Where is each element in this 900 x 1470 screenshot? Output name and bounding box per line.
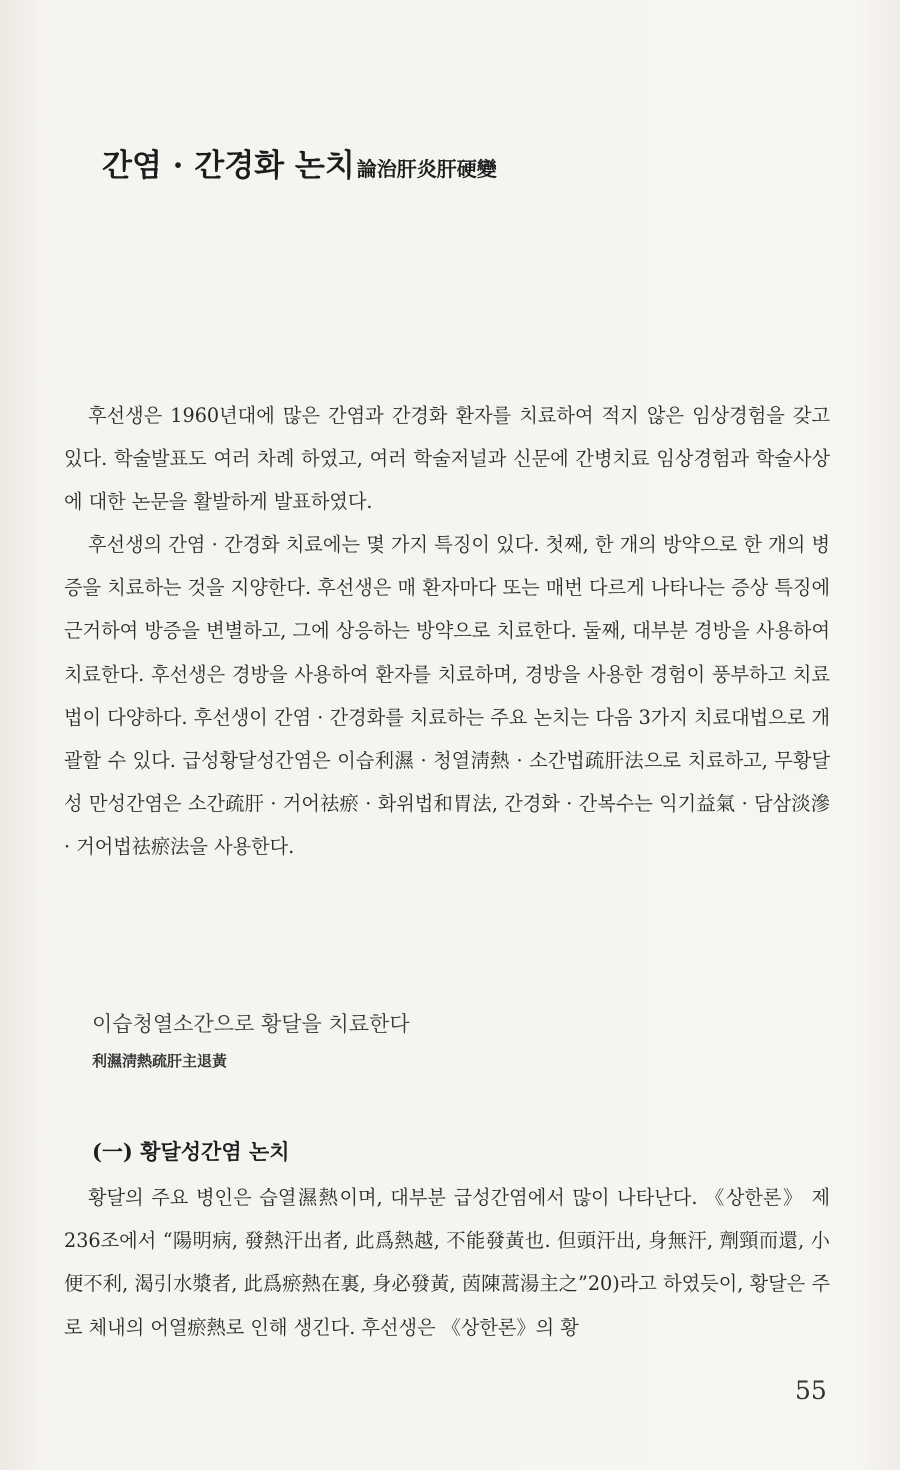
chapter-title-hanja: 論治肝炎肝硬變: [356, 157, 497, 181]
paragraph-jaundice: [64, 1176, 830, 1349]
paragraph-features: [64, 523, 830, 869]
section-heading: (一) 황달성간염 논치: [92, 1139, 290, 1164]
page-number: 55: [795, 1376, 827, 1405]
paragraph-text: 후선생은 1960년대에 많은 간염과 간경화 환자를 치료하여 적지 않은 임상경험을 갖고 있다. 학술발표도 여러 차례 하였고, 여러 학술저널과 신문에 간병치료 임상경험과 학술사상에 대한 논문을 활발하게 발표하였다.: [64, 404, 830, 514]
subheading-korean: 이습청열소간으로 황달을 치료한다: [92, 1012, 410, 1036]
chapter-title-korean: 간염 · 간경화 논치: [102, 148, 355, 184]
paragraph-text: 후선생의 간염 · 간경화 치료에는 몇 가지 특징이 있다. 첫째, 한 개의 방약으로 한 개의 병증을 치료하는 것을 지양한다. 후선생은 매 환자마다 또는 매번 다르게 나타나는 증상 특징에 근거하여 방증을 변별하고, 그에 상응하는 방약으로 치료한다. 둘째, 대부분 경방을 사용하여 치료한다. 후선생은 경방을 사용하여 환자를 치료하며, 경방을 사용한 경험이 풍부하고 치료법이 다양하다. 후선생이 간염 · 간경화를 치료하는 주요 논치는 다음 3가지 치료대법으로 개괄할 수 있다. 급성황달성간염은 이습利濕 · 청열淸熱 · 소간법疏肝法으로 치료하고, 무황달성 만성간염은 소간疏肝 · 거어祛瘀 · 화위법和胃法, 간경화 · 간복수는 익기益氣 · 담삼淡滲 · 거어법祛瘀法을 사용한다.: [64, 533, 830, 859]
subheading-hanja: 利濕淸熱疏肝主退黃: [92, 1052, 228, 1070]
paragraph-text: 황달의 주요 병인은 습열濕熱이며, 대부분 급성간염에서 많이 나타난다. 《상한론》 제236조에서 “陽明病, 發熱汗出者, 此爲熱越, 不能發黃也. 但頭汗出, 身無汗, 劑頸而還, 小便不利, 渴引水漿者, 此爲瘀熱在裏, 身必發黃, 茵陳蒿湯主之”20)라고 하였듯이, 황달은 주로 체내의 어열瘀熱로 인해 생긴다. 후선생은 《상한론》의 황: [64, 1186, 830, 1339]
chapter-title: [102, 140, 497, 185]
paragraph-intro: [64, 394, 830, 524]
